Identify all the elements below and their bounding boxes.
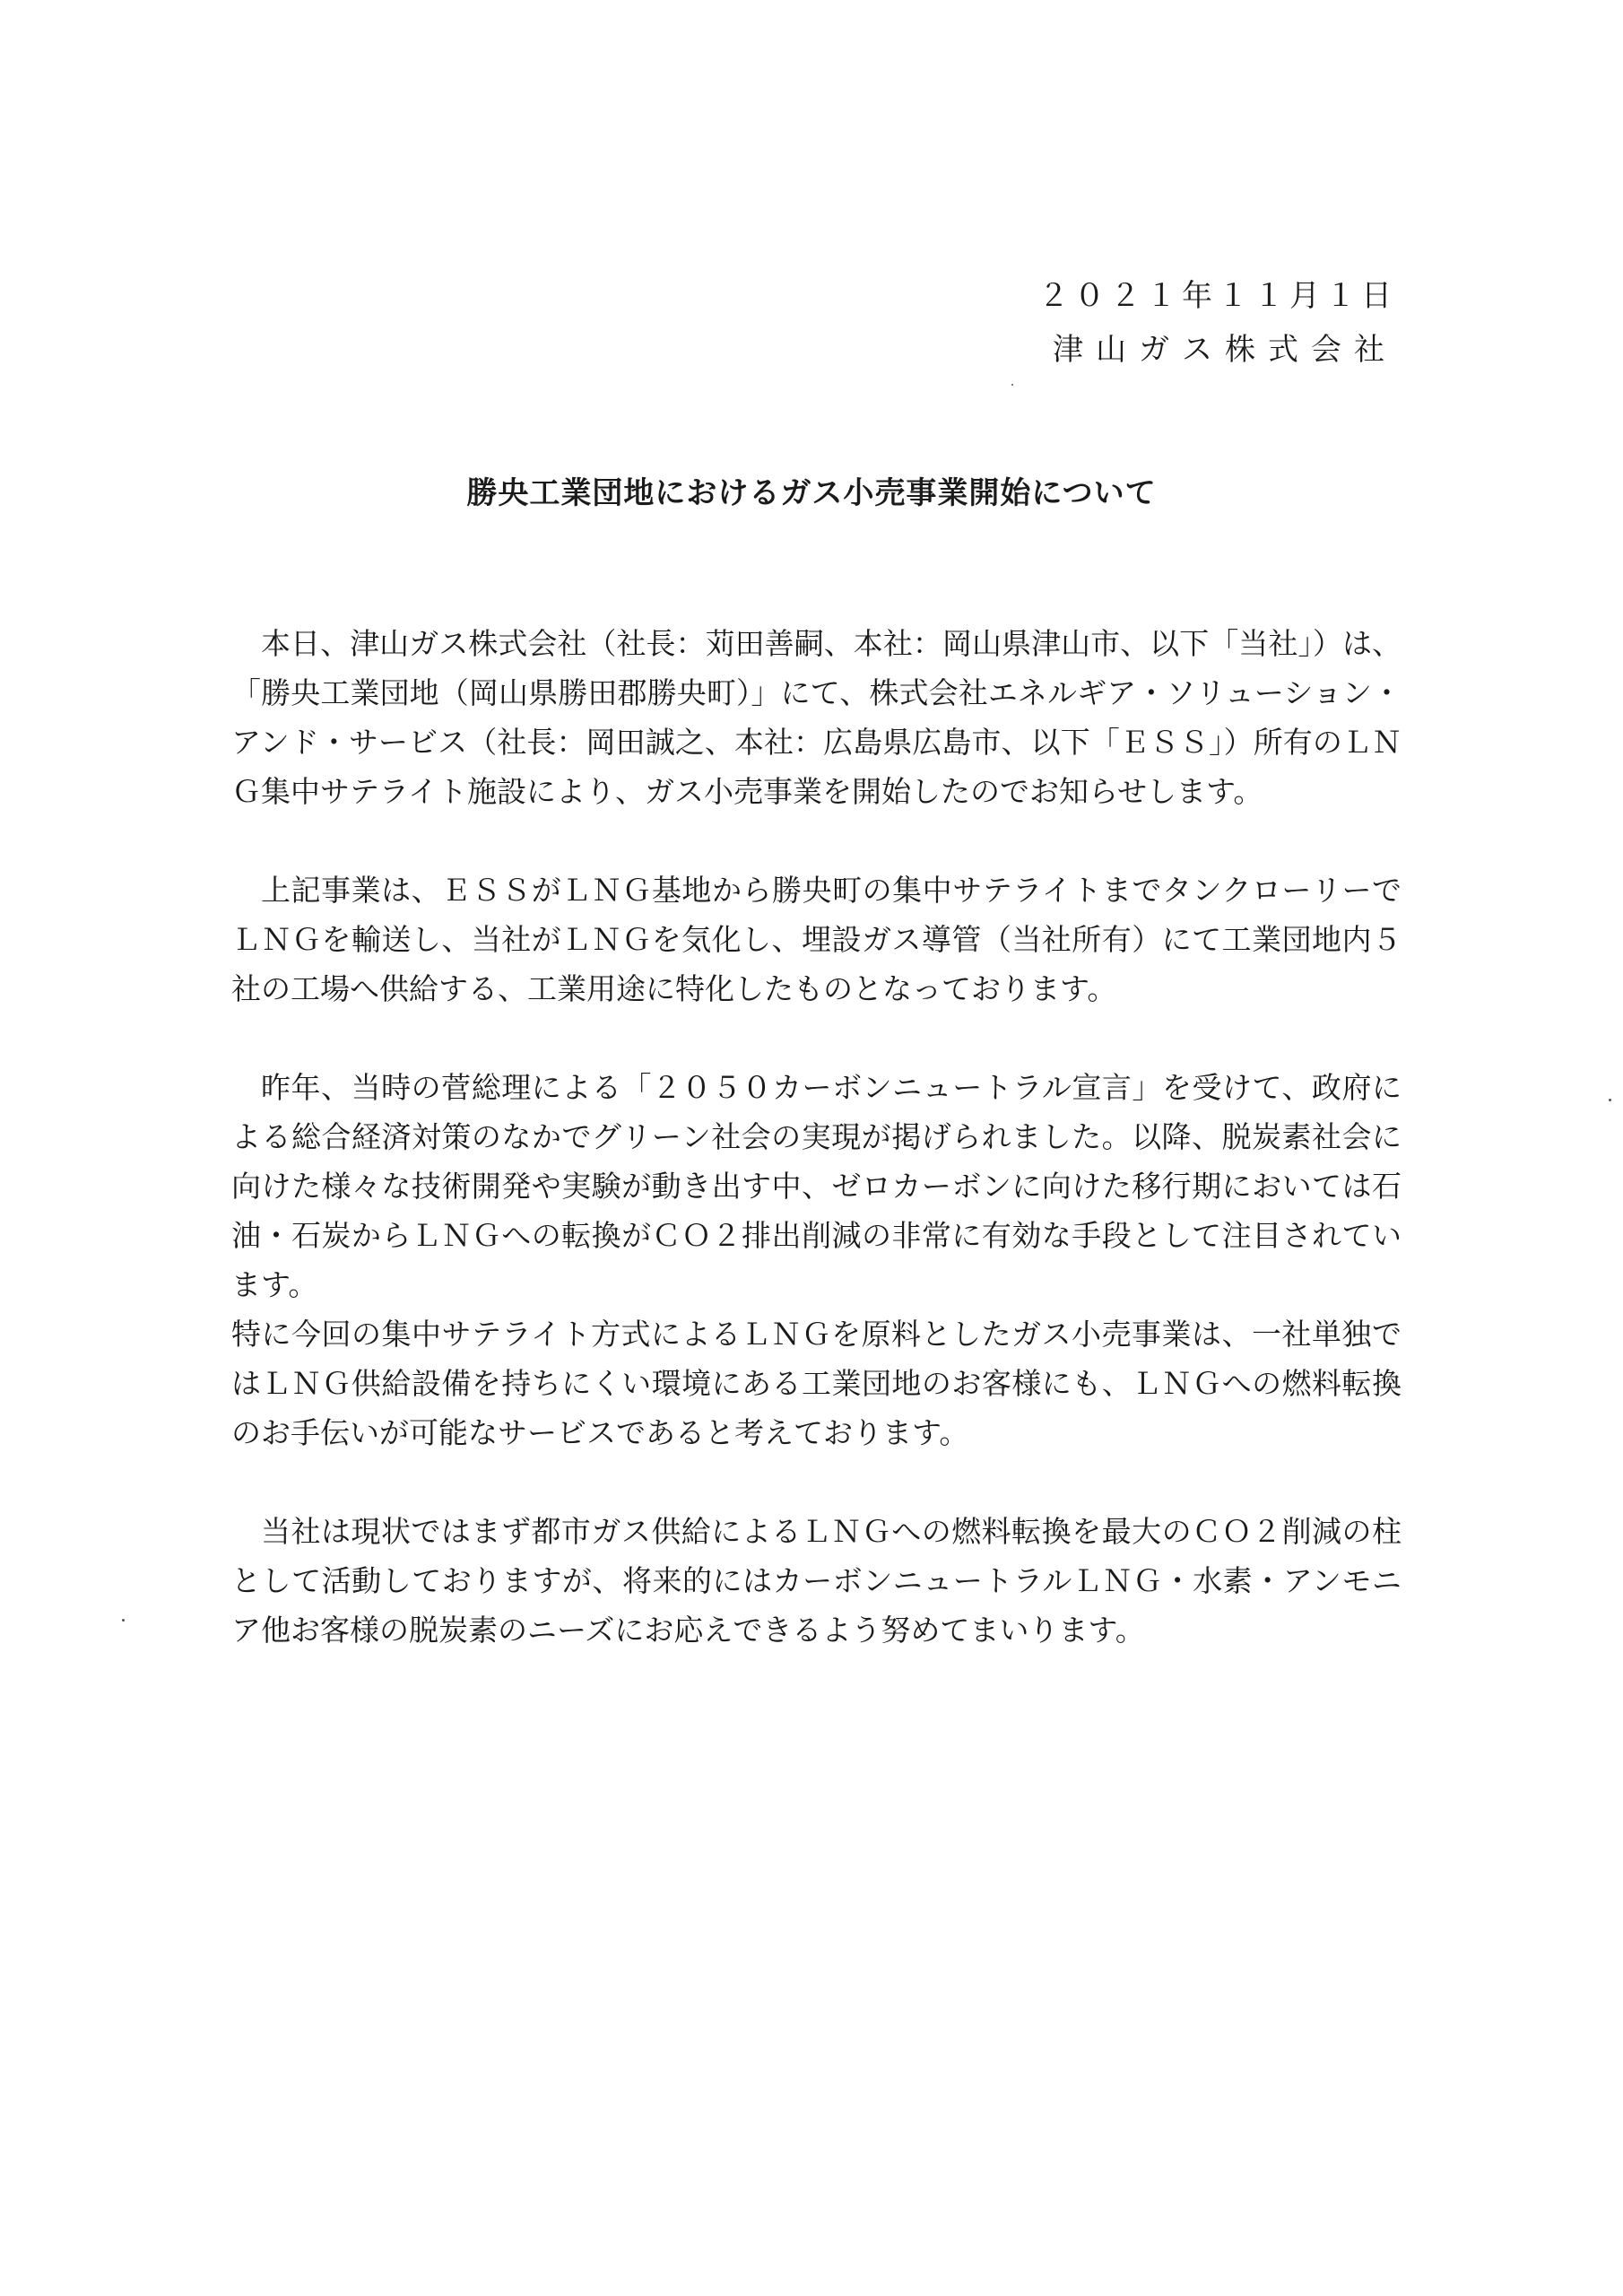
paragraph-service-value: 特に今回の集中サテライト方式によるＬＮＧを原料としたガス小売事業は、一社単独ではＬＮＧ供給設備を持ちにくい環境にある工業団地のお客様にも、ＬＮＧへの燃料転換のお手伝いが可能なサービスであると考えております。 bbox=[231, 1317, 1402, 1450]
document-title: 勝央工業団地におけるガス小売事業開始について bbox=[466, 475, 1157, 511]
paragraph-background: 昨年、当時の菅総理による「２０５０カーボンニュートラル宣言」を受けて、政府による総合経済対策のなかでグリーン社会の実現が掲げられました。以降、脱炭素社会に向けた様々な技術開発や実験が動き出す中、ゼロカーボンに向けた移行期においては石油・石炭からＬＮＧへの転換がＣＯ２排出削減の非常に有効な手段として注目されています。 bbox=[231, 1070, 1402, 1302]
scan-speck bbox=[1609, 1099, 1611, 1101]
scan-speck bbox=[1011, 384, 1013, 386]
paragraph-announcement: 本日、津山ガス株式会社（社長：苅田善嗣、本社：岡山県津山市、以下「当社」）は、「勝央工業団地（岡山県勝田郡勝央町）」にて、株式会社エネルギア・ソリューション・アンド・サービス（社長：岡田誠之、本社：広島県広島市、以下「ＥＳＳ」）所有のＬＮＧ集中サテライト施設により、ガス小売事業を開始したのでお知らせします。 bbox=[231, 626, 1402, 809]
header-block bbox=[1038, 269, 1397, 377]
document-body bbox=[231, 619, 1402, 1704]
document-date: ２０２１年１１月１日 bbox=[1038, 278, 1397, 314]
scan-speck bbox=[122, 1619, 125, 1622]
company-name: 津山ガス株式会社 bbox=[1053, 332, 1397, 368]
paragraph-business-overview: 上記事業は、ＥＳＳがＬＮＧ基地から勝央町の集中サテライトまでタンクローリーでＬＮＧを輸送し、当社がＬＮＧを気化し、埋設ガス導管（当社所有）にて工業団地内５社の工場へ供給する、工業用途に特化したものとなっております。 bbox=[231, 873, 1402, 1006]
paragraph-future-plans: 当社は現状ではまず都市ガス供給によるＬＮＧへの燃料転換を最大のＣＯ２削減の柱として活動しておりますが、将来的にはカーボンニュートラルＬＮＧ・水素・アンモニア他お客様の脱炭素のニーズにお応えできるよう努めてまいります。 bbox=[231, 1514, 1402, 1648]
